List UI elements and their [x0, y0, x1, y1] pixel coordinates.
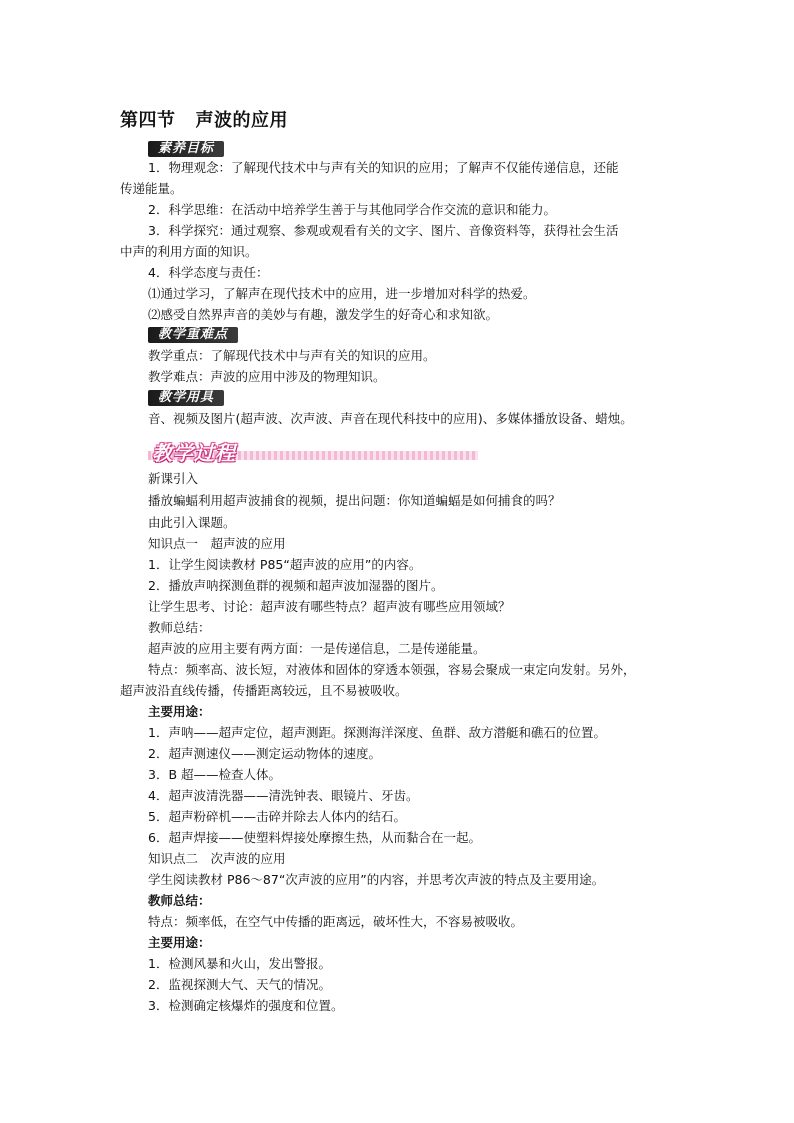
text-line: 新课引入 — [148, 471, 199, 486]
text-line: 知识点一 超声波的应用 — [148, 536, 286, 551]
text-line: 教学重点：了解现代技术中与声有关的知识的应用。 — [148, 348, 436, 363]
text-line: 特点：频率低，在空气中传播的距离远，破坏性大，不容易被吸收。 — [148, 914, 524, 929]
text-line: 1．物理观念：了解现代技术中与声有关的知识的应用；了解声不仅能传递信息，还能 — [148, 160, 619, 175]
text-line: 教师总结： — [148, 620, 211, 635]
text-line: 5．超声粉碎机——击碎并除去人体内的结石。 — [148, 809, 406, 824]
text-line: 3．检测确定核爆炸的强度和位置。 — [148, 998, 344, 1013]
section-number: 第四节 — [120, 110, 176, 131]
section-name: 声波的应用 — [195, 110, 288, 131]
text-line: 2．超声测速仪——测定运动物体的速度。 — [148, 746, 381, 761]
text-line: 音、视频及图片(超声波、次声波、声音在现代科技中的应用)、多媒体播放设备、蜡烛。 — [148, 411, 633, 426]
heading-key-points: 教学重难点 — [148, 327, 238, 343]
text-line: 主要用途： — [148, 935, 211, 950]
text-line: 3．科学探究：通过观察、参观或观看有关的文字、图片、音像资料等，获得社会生活 — [148, 223, 619, 238]
text-line: 4．科学态度与责任： — [148, 265, 269, 280]
text-line: 教学难点：声波的应用中涉及的物理知识。 — [148, 369, 386, 384]
heading-objectives: 素养目标 — [148, 141, 224, 157]
text-line: 学生阅读教材 P86～87“次声波的应用”的内容，并思考次声波的特点及主要用途。 — [148, 872, 605, 887]
text-line: 2．科学思维：在活动中培养学生善于与其他同学合作交流的意识和能力。 — [148, 202, 556, 217]
section-title — [120, 106, 288, 132]
text-line: 4．超声波清洗器——清洗钟表、眼镜片、牙齿。 — [148, 788, 419, 803]
text-line: 教师总结： — [148, 893, 211, 908]
text-line: 中声的利用方面的知识。 — [120, 244, 258, 259]
text-line: 让学生思考、讨论：超声波有哪些特点？超声波有哪些应用领域？ — [148, 599, 511, 614]
text-line: 超声波的应用主要有两方面：一是传递信息，二是传递能量。 — [148, 641, 486, 656]
text-line: 超声波沿直线传播，传播距离较远，且不易被吸收。 — [120, 683, 408, 698]
heading-teaching-aids: 教学用具 — [148, 390, 224, 406]
text-line: 播放蝙蝠利用超声波捕食的视频，提出问题：你知道蝙蝠是如何捕食的吗？ — [148, 493, 561, 508]
text-line: 2．播放声呐探测鱼群的视频和超声波加湿器的图片。 — [148, 578, 444, 593]
text-line: 6．超声焊接——使塑料焊接处摩擦生热，从而黏合在一起。 — [148, 830, 481, 845]
text-line: 知识点二 次声波的应用 — [148, 851, 286, 866]
text-line: 主要用途： — [148, 704, 211, 719]
text-line: ⑴通过学习，了解声在现代技术中的应用，进一步增加对科学的热爱。 — [148, 286, 536, 301]
text-line: 1．检测风暴和火山，发出警报。 — [148, 956, 331, 971]
text-line: 3．B 超——检查人体。 — [148, 767, 282, 782]
heading-text: 教学过程 — [152, 441, 236, 465]
text-line: 特点：频率高、波长短，对液体和固体的穿透本领强，容易会聚成一束定向发射。另外， — [148, 662, 636, 677]
text-line: 传递能量。 — [120, 181, 183, 196]
heading-teaching-process — [148, 437, 478, 463]
text-line: 2．监视探测大气、天气的情况。 — [148, 977, 331, 992]
text-line: ⑵感受自然界声音的美妙与有趣，激发学生的好奇心和求知欲。 — [148, 307, 499, 322]
text-line: 由此引入课题。 — [148, 515, 236, 530]
text-line: 1．让学生阅读教材 P85“超声波的应用”的内容。 — [148, 557, 422, 572]
text-line: 1．声呐——超声定位，超声测距。探测海洋深度、鱼群、敌方潜艇和礁石的位置。 — [148, 725, 606, 740]
